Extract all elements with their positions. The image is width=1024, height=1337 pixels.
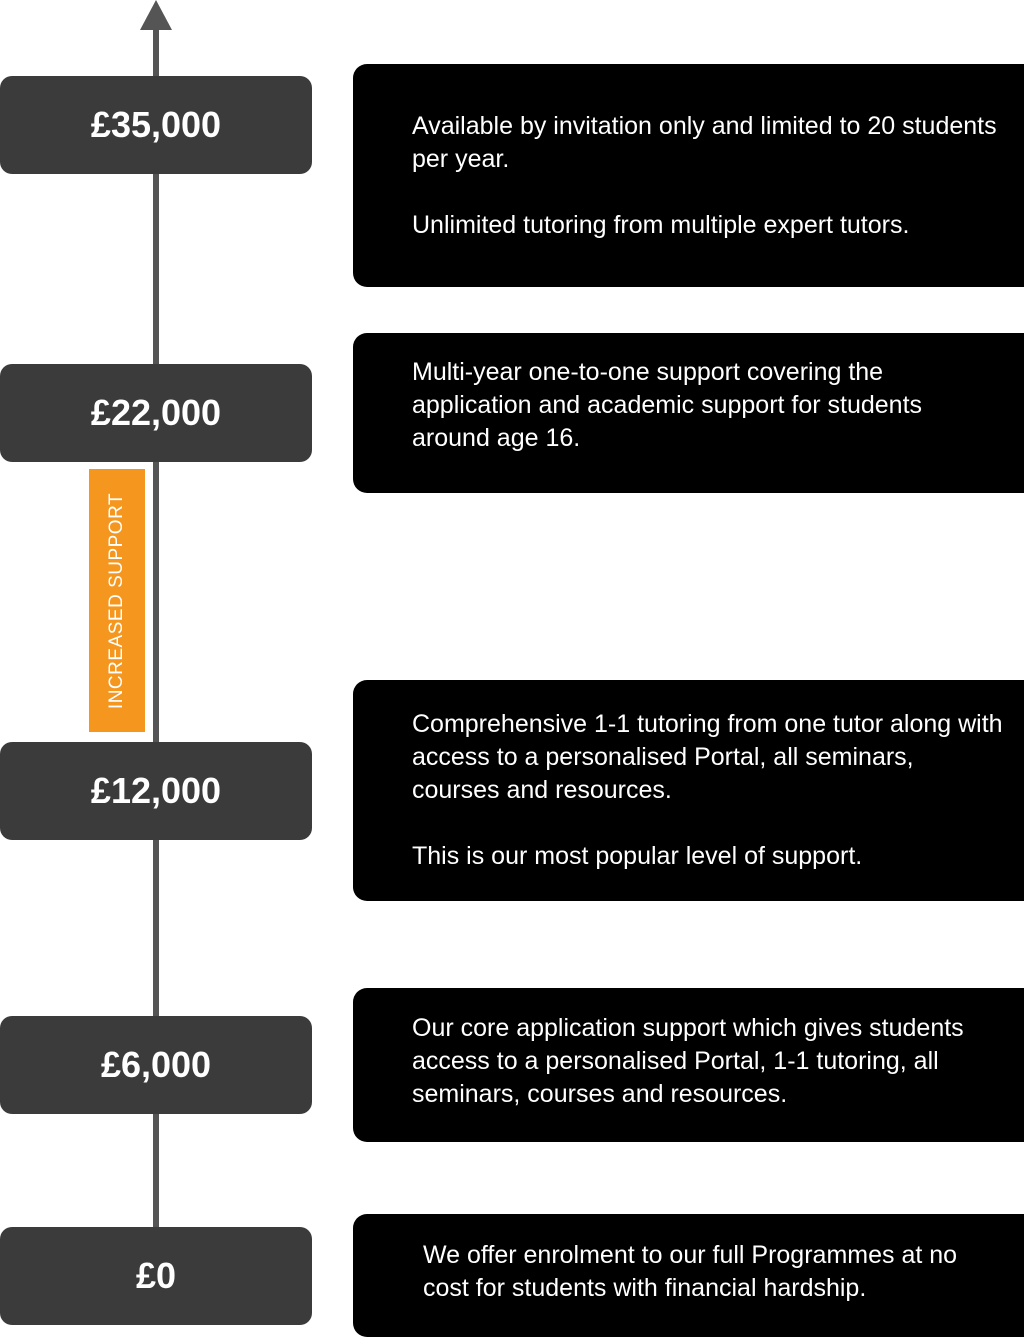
arrow-up-icon — [140, 0, 172, 30]
tier-description-35000 — [353, 64, 1024, 287]
tier-description-text: Available by invitation only and limited to 20 students per year. — [412, 111, 997, 173]
tier-description-6000 — [353, 988, 1024, 1142]
tier-description-text: Comprehensive 1-1 tutoring from one tutor along with access to a personalised Portal, all seminars, courses and resources. — [412, 710, 1003, 804]
tier-description-22000 — [353, 333, 1024, 493]
price-box-0 — [0, 1227, 312, 1325]
increased-support-label: INCREASED SUPPORT — [106, 492, 128, 709]
increased-support-tag — [89, 469, 145, 732]
price-box-6000 — [0, 1016, 312, 1114]
price-label: £0 — [135, 1255, 177, 1296]
price-box-35000 — [0, 76, 312, 174]
price-label: £6,000 — [100, 1044, 212, 1085]
tier-description-text: Our core application support which gives students access to a personalised Portal, 1-1 tutoring, all seminars, courses and resources. — [412, 1013, 964, 1108]
price-label: £12,000 — [90, 770, 222, 811]
tier-description-0 — [353, 1214, 1024, 1337]
tier-description-text: This is our most popular level of support. — [412, 842, 863, 870]
tier-description-text: Multi-year one-to-one support covering the application and academic support for students around age 16. — [412, 357, 923, 452]
price-box-22000 — [0, 364, 312, 462]
price-label: £22,000 — [90, 392, 222, 433]
tier-description-text: Unlimited tutoring from multiple expert tutors. — [412, 210, 910, 239]
price-box-12000 — [0, 742, 312, 840]
price-label: £35,000 — [90, 104, 222, 145]
tier-description-12000 — [353, 680, 1024, 901]
tier-description-text: We offer enrolment to our full Programmes at no cost for students with financial hardship. — [423, 1240, 958, 1302]
